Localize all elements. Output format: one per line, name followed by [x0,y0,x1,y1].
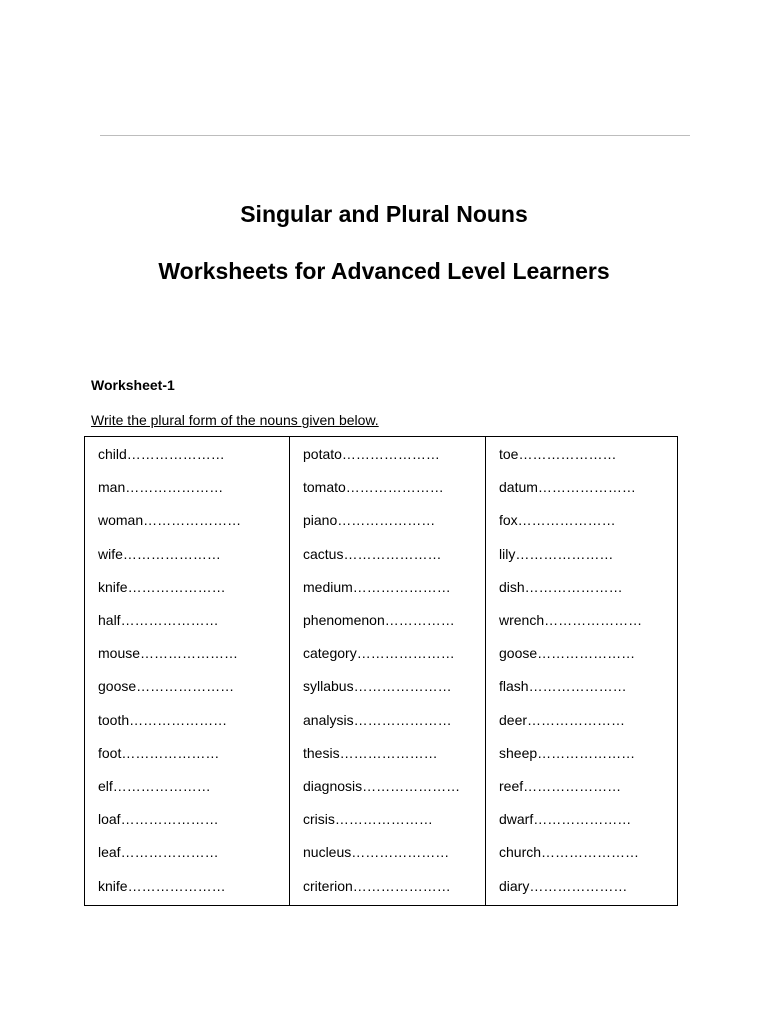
noun-item: potato………………… [303,446,440,462]
noun-item: deer………………… [499,711,626,728]
noun-item: cactus………………… [303,545,442,562]
noun-item: tomato………………… [303,479,444,496]
noun-item: leaf………………… [98,844,219,861]
table-column-2 [290,437,486,905]
noun-item: dwarf………………… [499,811,632,828]
noun-item: diary………………… [499,877,628,894]
noun-item: nucleus………………… [303,844,450,861]
noun-item: dish………………… [499,578,623,595]
noun-item: fox………………… [499,512,616,529]
noun-item: mouse………………… [98,645,239,662]
noun-item: criterion………………… [303,877,451,894]
noun-item: lily………………… [499,545,614,562]
table-column-3 [486,437,677,905]
page-subtitle: Worksheets for Advanced Level Learners [158,258,610,284]
noun-item: thesis………………… [303,744,438,761]
noun-item: goose………………… [499,645,636,662]
noun-item: tooth………………… [98,711,228,728]
noun-item: man………………… [98,479,224,496]
noun-item: piano………………… [303,512,436,529]
noun-item: toe………………… [499,446,617,462]
noun-item: woman………………… [98,512,242,529]
noun-item: wife………………… [98,545,221,562]
noun-item: elf………………… [98,778,211,794]
noun-item: loaf………………… [98,811,219,828]
noun-item: medium………………… [303,578,451,595]
noun-item: foot………………… [98,744,220,761]
noun-item: category………………… [303,645,455,662]
noun-item: child………………… [98,446,225,462]
noun-item: knife………………… [98,578,226,595]
nouns-table [84,436,678,906]
page-title: Singular and Plural Nouns [240,201,528,227]
noun-item: wrench………………… [499,612,643,628]
table-column-1 [85,437,290,905]
noun-item: sheep………………… [499,744,636,761]
noun-item: diagnosis………………… [303,778,461,794]
noun-item: flash………………… [499,678,627,695]
noun-item: goose………………… [98,678,235,695]
noun-item: knife………………… [98,877,226,894]
worksheet-label: Worksheet-1 [91,377,175,393]
top-divider [100,135,690,136]
worksheet-instruction: Write the plural form of the nouns given below. [91,412,379,428]
noun-item: phenomenon…………… [303,612,455,628]
noun-item: church………………… [499,844,640,861]
noun-item: datum………………… [499,479,636,496]
noun-item: crisis………………… [303,811,433,828]
noun-item: half………………… [98,612,219,628]
noun-item: analysis………………… [303,711,452,728]
noun-item: reef………………… [499,778,622,794]
noun-item: syllabus………………… [303,678,452,695]
